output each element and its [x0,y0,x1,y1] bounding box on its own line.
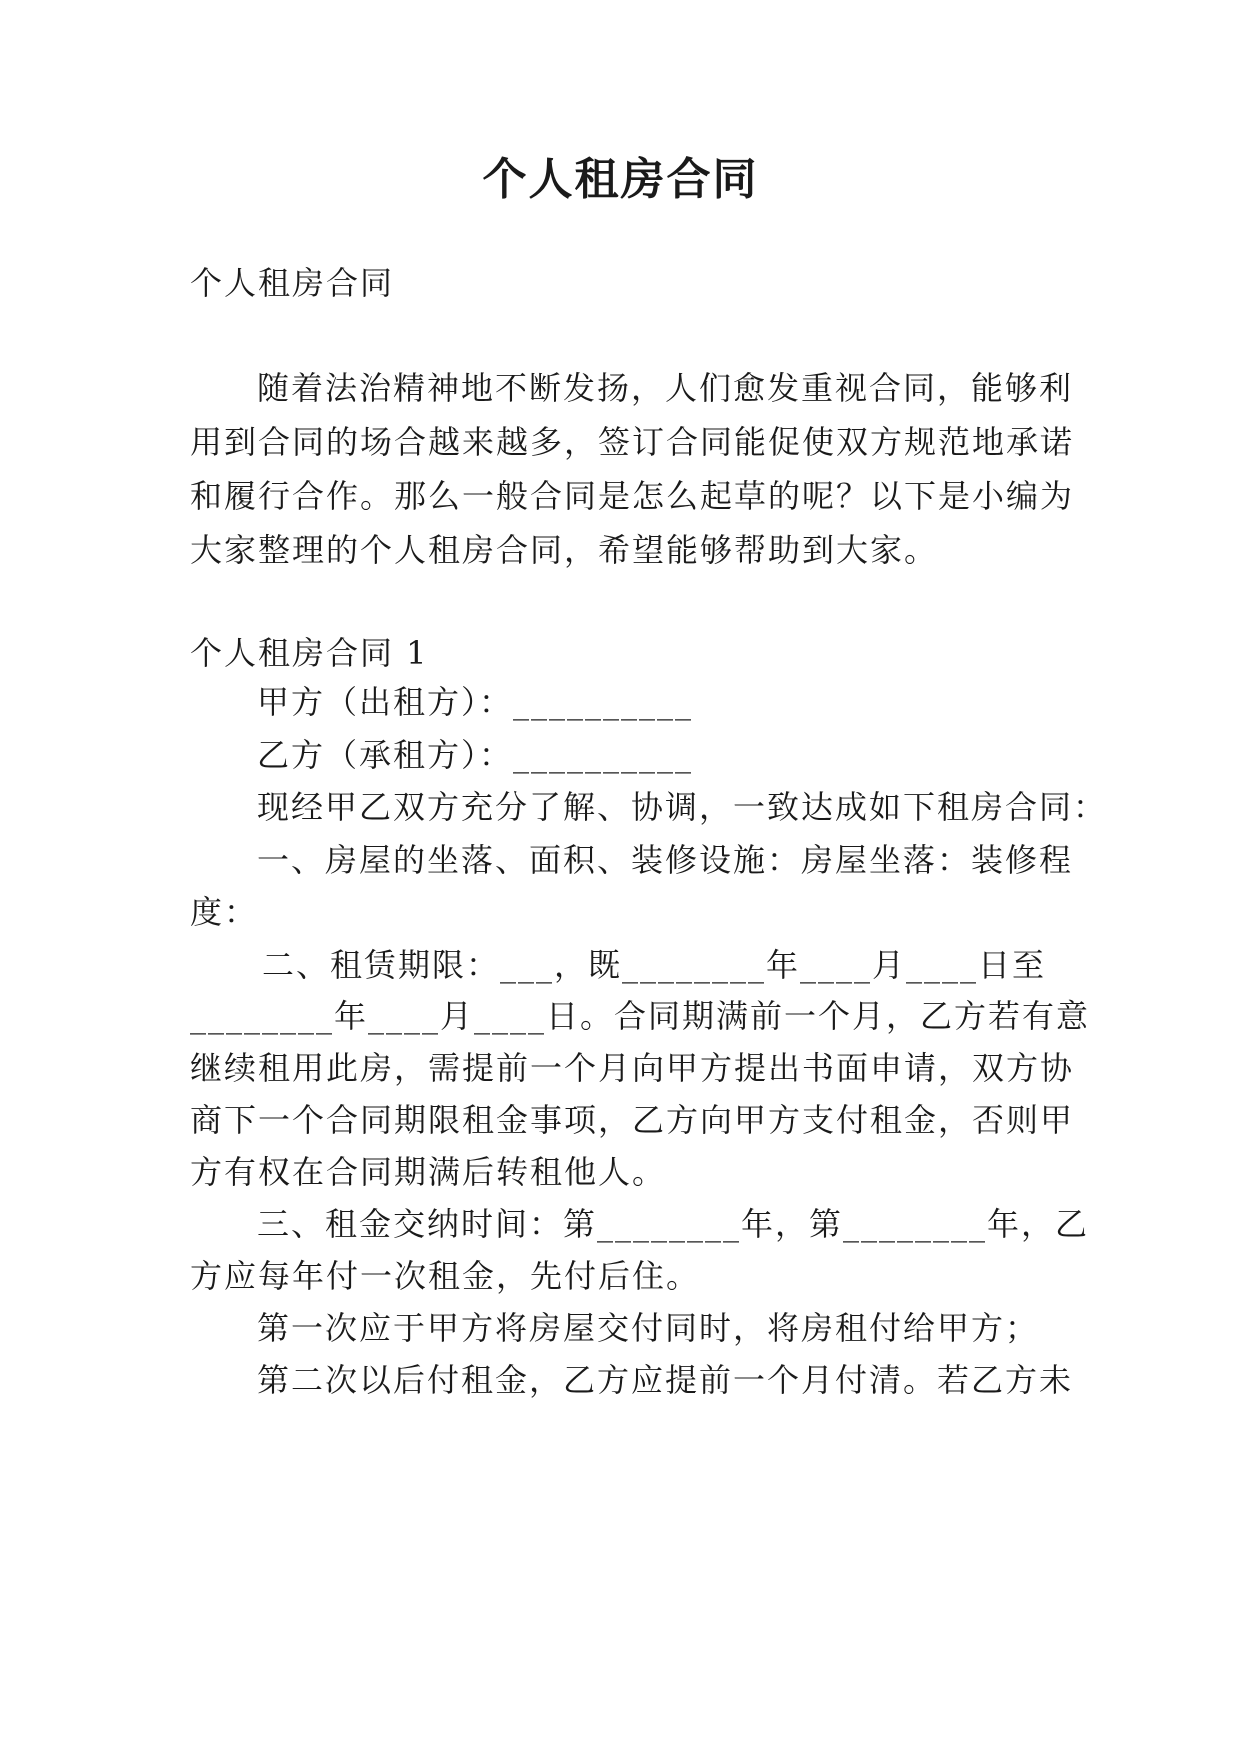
body-line: 第一次应于甲方将房屋交付同时，将房租付给甲方； [257,1309,1040,1347]
body-line: 现经甲乙双方充分了解、协调，一致达成如下租房合同： [257,788,1108,826]
party-a-line: 甲方（出租方）：__________ [257,683,694,721]
intro-line: 和履行合作。那么一般合同是怎么起草的呢？以下是小编为 [190,477,1075,515]
clause-3-line: 方应每年付一次租金，先付后住。 [190,1257,701,1295]
intro-line: 用到合同的场合越来越多，签订合同能促使双方规范地承诺 [190,423,1075,461]
clause-2-line: 继续租用此房，需提前一个月向甲方提出书面申请，双方协 [190,1049,1075,1087]
document-title: 个人租房合同 [482,154,759,205]
intro-line: 大家整理的个人租房合同，希望能够帮助到大家。 [190,531,939,569]
body-line: 第二次以后付租金，乙方应提前一个月付清。若乙方未 [257,1361,1074,1399]
clause-1-line: 度： [190,893,259,931]
party-b-line: 乙方（承租方）：__________ [257,736,694,774]
section-heading: 个人租房合同 1 [190,634,429,672]
clause-3-line: 三、租金交纳时间：第________年，第________年，乙 [257,1205,1090,1243]
intro-line: 随着法治精神地不断发扬，人们愈发重视合同，能够利 [257,369,1074,407]
clause-1-line: 一、房屋的坐落、面积、装修设施：房屋坐落：装修程 [257,841,1074,879]
clause-2-line: 商下一个合同期限租金事项，乙方向甲方支付租金，否则甲 [190,1101,1075,1139]
clause-2-line: ________年____月____日。合同期满前一个月，乙方若有意 [190,997,1091,1035]
document-subtitle: 个人租房合同 [190,264,395,302]
clause-2-line: 二、租赁期限：___，既________年____月____日至 [262,946,1047,984]
clause-2-line: 方有权在合同期满后转租他人。 [190,1153,667,1191]
